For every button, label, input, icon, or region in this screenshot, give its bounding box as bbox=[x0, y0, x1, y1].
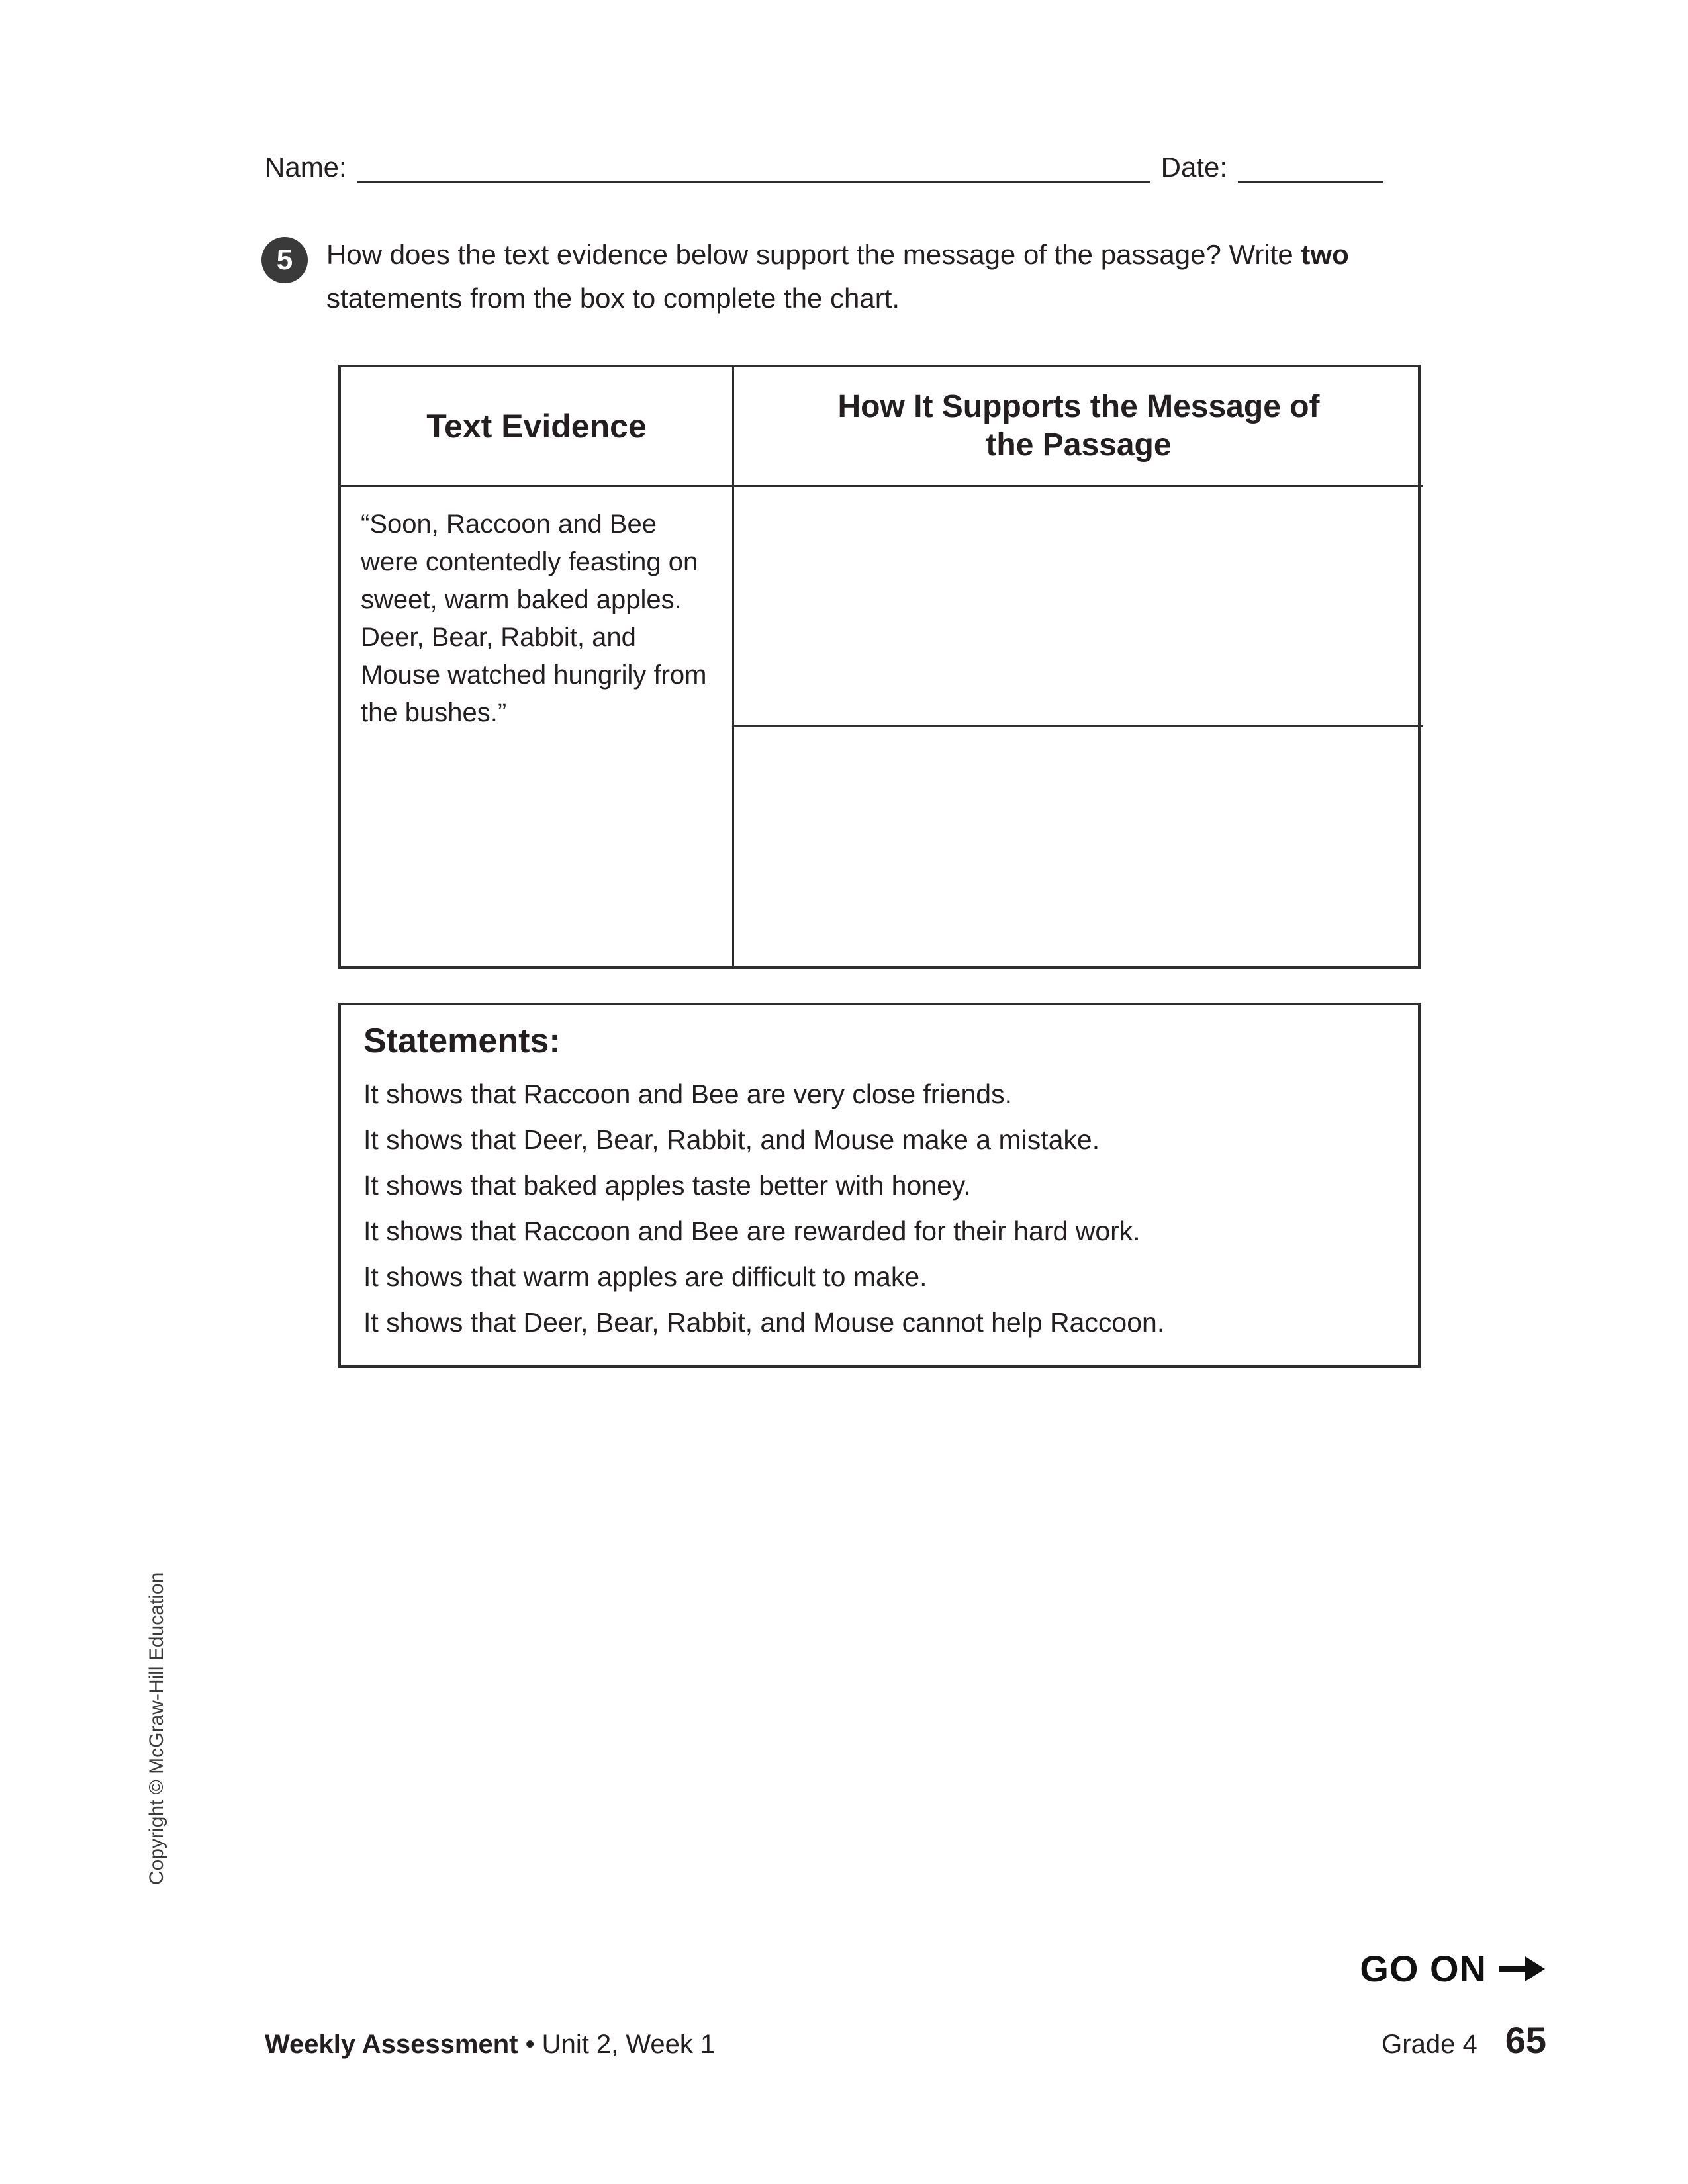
question-text-before: How does the text evidence below support the message of the passage? Write bbox=[326, 239, 1301, 270]
question-text bbox=[326, 233, 1376, 320]
footer-assessment-label bbox=[265, 2030, 715, 2060]
go-on-arrow-icon bbox=[1497, 1954, 1546, 1983]
name-input-line[interactable] bbox=[357, 148, 1150, 183]
footer bbox=[265, 2019, 1546, 2062]
statement-item: It shows that Deer, Bear, Rabbit, and Mouse make a mistake. bbox=[363, 1124, 1100, 1155]
name-label: Name: bbox=[265, 152, 347, 183]
chart-header-text-evidence-label: Text Evidence bbox=[426, 408, 647, 445]
footer-grade-label: Grade 4 bbox=[1382, 2030, 1477, 2059]
statement-item: It shows that warm apples are difficult to make. bbox=[363, 1261, 927, 1292]
go-on-label: GO ON bbox=[1360, 1948, 1487, 1989]
chart-answer-cell-2[interactable] bbox=[734, 727, 1423, 966]
statements-box bbox=[338, 1003, 1421, 1368]
footer-grade-page bbox=[1382, 2019, 1546, 2062]
statement-item: It shows that Deer, Bear, Rabbit, and Mouse cannot help Raccoon. bbox=[363, 1307, 1165, 1338]
question-5 bbox=[261, 233, 1376, 320]
copyright-vertical-text: Copyright © McGraw-Hill Education bbox=[146, 1572, 167, 1885]
chart-answer-cell-1[interactable] bbox=[734, 487, 1423, 727]
evidence-quote: “Soon, Raccoon and Bee were contentedly feasting on sweet, warm baked apples. Deer, Bear, Rabbit, and Mouse watched hungrily from the bushes.” bbox=[361, 510, 707, 727]
statement-item: It shows that Raccoon and Bee are very close friends. bbox=[363, 1079, 1012, 1109]
question-bold-word: two bbox=[1301, 239, 1349, 270]
chart-evidence-quote-cell bbox=[341, 487, 734, 966]
chart-header-supports-message-label: How It Supports the Message of the Passage bbox=[837, 389, 1320, 463]
chart-header-supports-message bbox=[734, 367, 1423, 487]
question-number: 5 bbox=[276, 244, 293, 276]
date-label: Date: bbox=[1160, 152, 1227, 183]
question-number-badge bbox=[261, 237, 308, 283]
evidence-chart bbox=[338, 365, 1421, 969]
footer-assessment-title: Weekly Assessment bbox=[265, 2030, 518, 2059]
statement-item: It shows that Raccoon and Bee are rewarded for their hard work. bbox=[363, 1216, 1141, 1246]
date-input-line[interactable] bbox=[1238, 148, 1383, 183]
go-on-indicator bbox=[1360, 1947, 1546, 1990]
question-text-after: statements from the box to complete the chart. bbox=[326, 283, 900, 314]
footer-assessment-unit: • Unit 2, Week 1 bbox=[518, 2030, 716, 2059]
name-date-row bbox=[265, 148, 1383, 183]
footer-page-number: 65 bbox=[1505, 2019, 1546, 2061]
chart-header-text-evidence bbox=[341, 367, 734, 487]
statement-item: It shows that baked apples taste better with honey. bbox=[363, 1170, 971, 1201]
statements-title: Statements: bbox=[363, 1022, 561, 1060]
